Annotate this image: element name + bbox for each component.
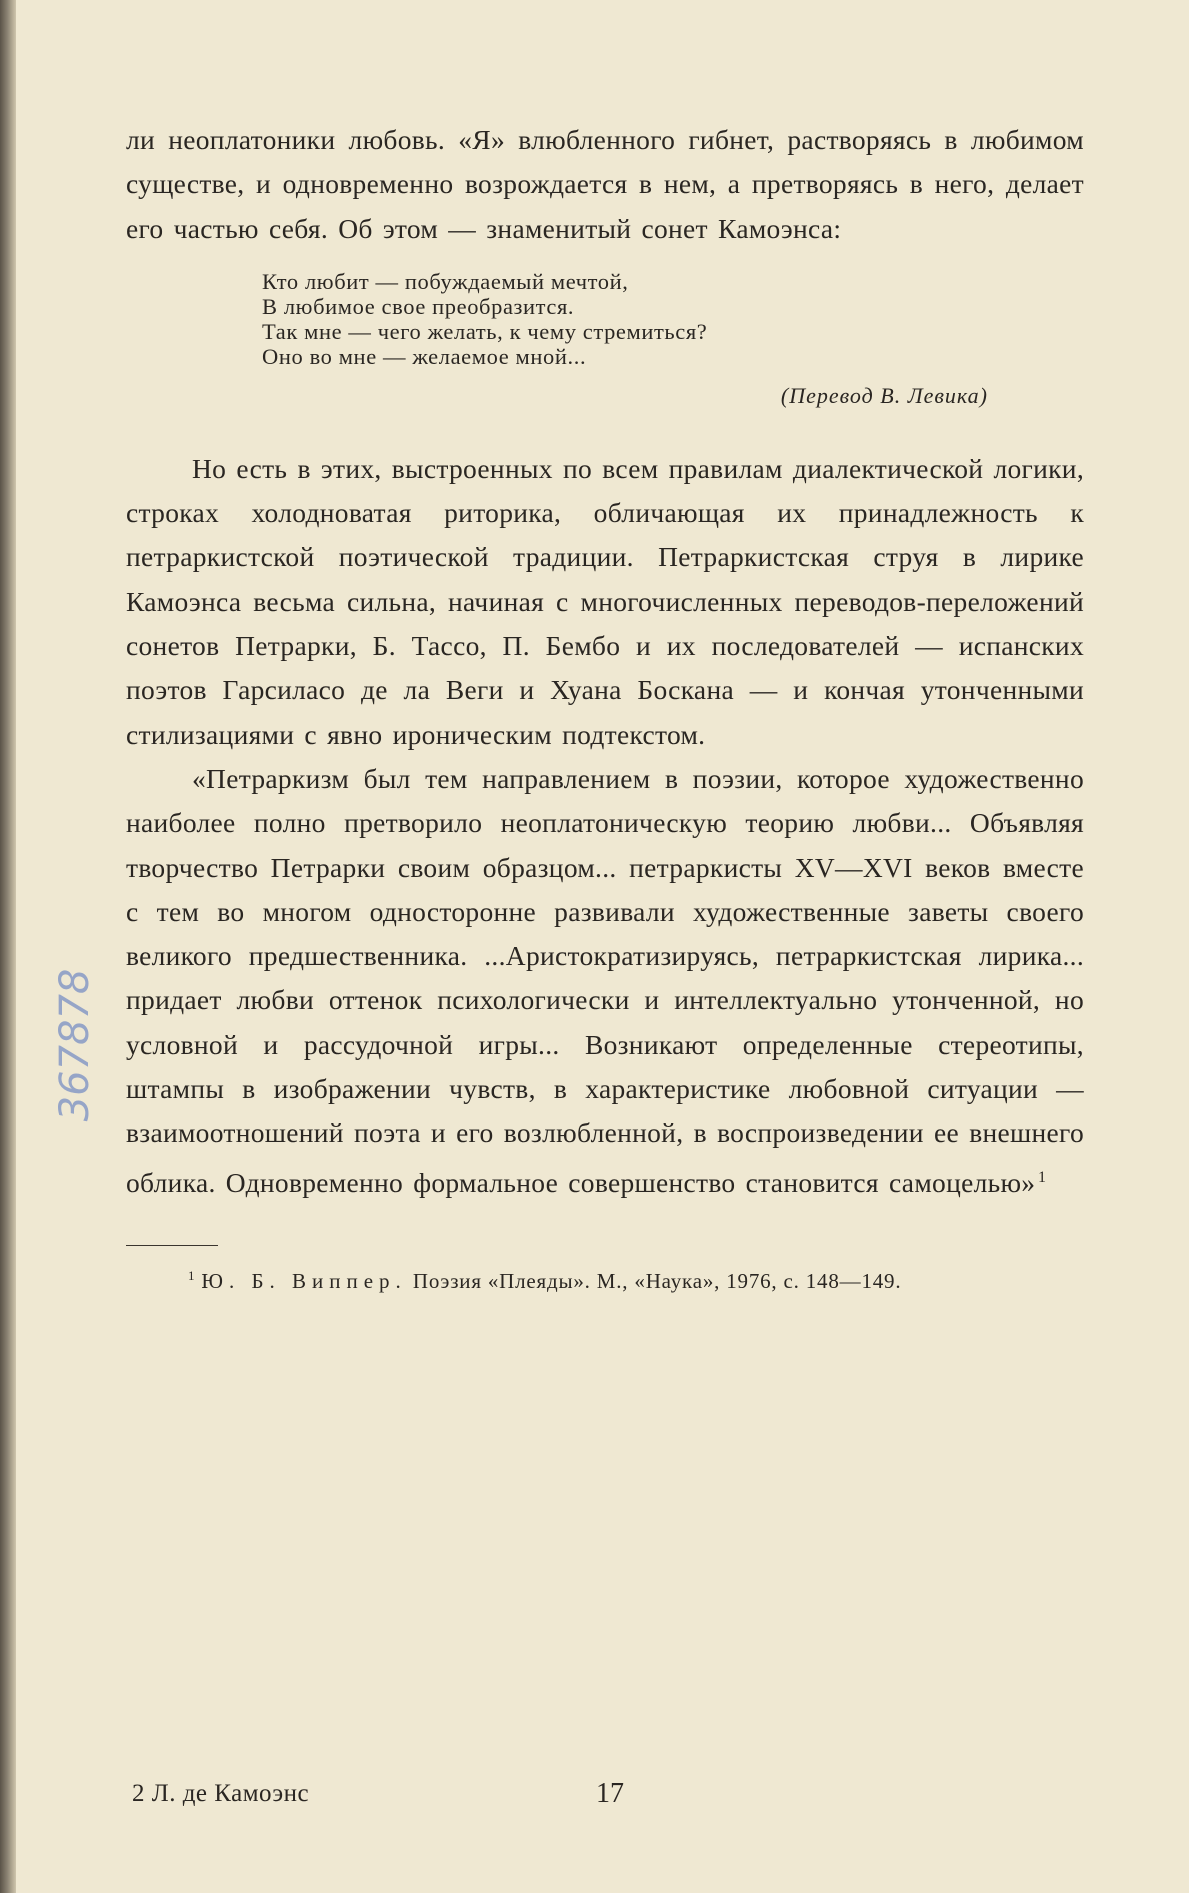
book-spine-edge bbox=[0, 0, 16, 1893]
paragraph-1: ли неоплатоники любовь. «Я» влюбленного гибнет, растворяясь в любимом существе, и одновременно возрождается в нем, а претворяясь в него, делает его частью себя. Об этом — знаменитый сонет Камоэнса: bbox=[126, 124, 1084, 244]
paragraph-2: Но есть в этих, выстроенных по всем правилам диалектической логики, строках холодноватая риторика, обличающая их принадлежность к петраркистской поэтической традиции. Петраркистская струя в лирике Камоэнса весьма сильна, начиная с многочисленных переводов-переложений сонетов Петрарки, Б. Тассо, П. Бембо и их последователей — испанских поэтов Гарсиласо де ла Веги и Хуана Боскана — и кончая утонченными стилизациями с явно ироническим подтекстом. bbox=[126, 452, 1084, 750]
poem-line: Кто любит — побуждаемый мечтой, bbox=[262, 268, 629, 294]
paragraph-3-text: «Петраркизм был тем направлением в поэзии, которое художественно наиболее полно претворило неоплатоническую теорию любви... Объявляя творчество Петрарки своим образцом... петраркисты XV—XVI веков вместе с тем во многом односторонне развивали художественные заветы своего великого предшественника. ...Аристократизируясь, петраркистская лирика... придает любви оттенок психологически и интеллектуально утонченной, но условной и рассудочной игры... Возникают определенные стереотипы, штампы в изображении чувств, в характеристике любовной ситуации — взаимоотношений поэта и его возлюбленной, в воспроизведении ее внешнего облика. Одновременно формальное совершенство становится самоцелью» bbox=[126, 762, 1084, 1198]
page-number: 17 bbox=[596, 1778, 624, 1809]
footnote-text: Поэзия «Плеяды». М., «Наука», 1976, с. 148—149. bbox=[412, 1269, 902, 1294]
signature-mark: 2 Л. де Камоэнс bbox=[132, 1780, 310, 1807]
page-footer bbox=[132, 1780, 1032, 1820]
footnote-divider bbox=[126, 1245, 218, 1246]
footnote-author: Ю. Б. Виппер. bbox=[201, 1269, 407, 1294]
footnote bbox=[126, 1262, 1084, 1295]
library-inventory-stamp bbox=[52, 925, 114, 1165]
translator-credit: (Перевод В. Левика) bbox=[780, 382, 988, 408]
poem-line: Так мне — чего желать, к чему стремиться? bbox=[262, 318, 708, 344]
paragraph-3 bbox=[126, 757, 1084, 1205]
footnote-reference: 1 bbox=[1037, 1168, 1047, 1186]
page-content bbox=[126, 118, 1084, 1295]
poem-line: Оно во мне — желаемое мной... bbox=[262, 343, 587, 369]
footnote-mark: 1 bbox=[188, 1268, 196, 1284]
poem-quote bbox=[262, 269, 1084, 369]
stamp-number: 367878 bbox=[52, 968, 98, 1122]
poem-line: В любимое свое преобразится. bbox=[262, 293, 575, 319]
